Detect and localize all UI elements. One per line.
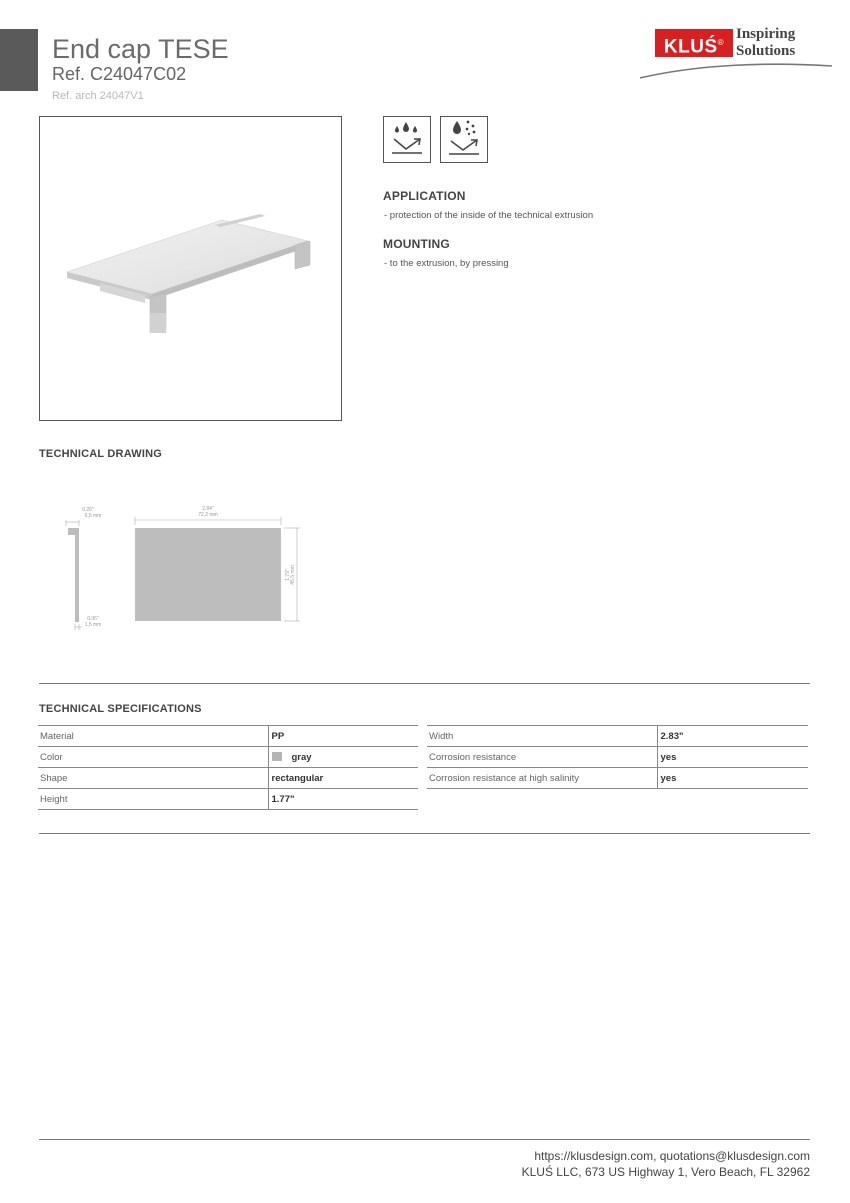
drawing-bottom-dim-in: 0.06" <box>87 616 99 622</box>
water-resistant-icon <box>383 116 431 163</box>
specs-table-right <box>427 725 808 789</box>
specs-table-left <box>38 725 418 810</box>
drawing-height-in: 1.79" <box>285 569 291 581</box>
mounting-heading: MOUNTING <box>383 237 450 251</box>
technical-specs-heading: TECHNICAL SPECIFICATIONS <box>39 703 202 715</box>
logo-tagline-line1: Inspiring <box>736 26 796 42</box>
product-ref-arch: Ref. arch 24047V1 <box>52 90 144 102</box>
technical-drawing <box>60 500 320 635</box>
logo-brand: KLUŚ <box>663 36 718 58</box>
spec-label: Height <box>38 789 268 810</box>
technical-drawing-heading: TECHNICAL DRAWING <box>39 448 162 460</box>
divider <box>39 833 810 834</box>
table-row <box>38 747 418 768</box>
end-cap-image <box>40 117 341 420</box>
table-row <box>38 768 418 789</box>
logo-tagline-line2: Solutions <box>736 43 796 59</box>
spec-value: PP <box>268 726 418 747</box>
color-swatch <box>272 752 282 761</box>
mounting-item: - to the extrusion, by pressing <box>384 258 509 269</box>
drawing-top-dim-mm: 6,5 mm <box>84 513 102 519</box>
application-heading: APPLICATION <box>383 189 466 203</box>
footer-contact: https://klusdesign.com, quotations@klusdesign.com <box>534 1149 810 1163</box>
spec-label: Corrosion resistance at high salinity <box>427 768 657 789</box>
drawing-width-in: 2.84" <box>202 506 214 512</box>
spec-value: 1.77" <box>268 789 418 810</box>
divider <box>39 683 810 684</box>
drawing-width-mm: 72,2 mm <box>198 512 218 518</box>
page-title: End cap TESE <box>52 34 229 64</box>
spec-value: 2.83" <box>657 726 808 747</box>
salinity-resistant-icon <box>440 116 488 163</box>
table-row <box>38 789 418 810</box>
spec-value: yes <box>657 768 808 789</box>
spec-value-color <box>268 747 418 768</box>
logo-badge <box>655 29 733 57</box>
logo-swoosh-icon <box>640 58 835 80</box>
logo-reg-mark: ® <box>717 38 725 47</box>
table-row <box>427 768 808 789</box>
corner-tab <box>0 29 38 91</box>
product-ref: Ref. C24047C02 <box>52 64 187 84</box>
footer-divider <box>39 1139 810 1140</box>
spec-label: Material <box>38 726 268 747</box>
table-row <box>427 747 808 768</box>
logo-tagline <box>736 26 795 60</box>
product-photo <box>39 116 342 421</box>
spec-value: gray <box>291 751 312 763</box>
klus-logo <box>640 26 835 82</box>
footer-address: KLUŚ LLC, 673 US Highway 1, Vero Beach, FL 32962 <box>521 1165 810 1179</box>
spec-label: Corrosion resistance <box>427 747 657 768</box>
drawing-height-mm: 45,5 mm <box>290 565 296 585</box>
application-item: - protection of the inside of the technical extrusion <box>384 210 594 221</box>
table-row <box>38 726 418 747</box>
spec-value: yes <box>657 747 808 768</box>
drawing-top-dim-in: 0.26" <box>82 507 94 513</box>
spec-label: Shape <box>38 768 268 789</box>
drawing-bottom-dim-mm: 1,5 mm <box>84 622 102 628</box>
spec-label: Color <box>38 747 268 768</box>
table-row <box>427 726 808 747</box>
spec-label: Width <box>427 726 657 747</box>
footer <box>522 1148 810 1180</box>
spec-value: rectangular <box>268 768 418 789</box>
